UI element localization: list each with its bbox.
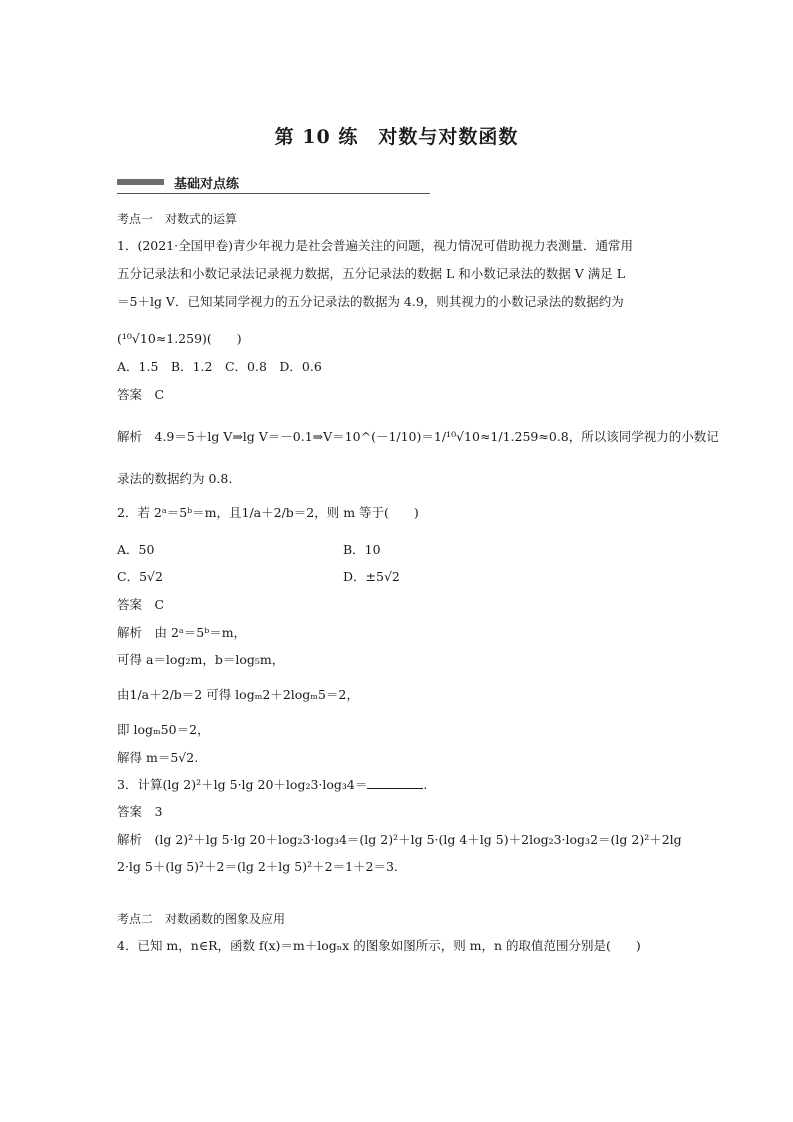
q1-line-1: 1．(2021·全国甲卷)青少年视力是社会普遍关注的问题，视力情况可借助视力表测量．通常用 xyxy=(117,238,633,253)
q1-analysis-2: 录法的数据约为 0.8. xyxy=(117,471,233,486)
q3-analysis-2: 2·lg 5＋(lg 5)²＋2＝(lg 2＋lg 5)²＋2＝1＋2＝3. xyxy=(117,859,398,874)
q1-line-4: (¹⁰√10≈1.259)( ) xyxy=(117,331,242,346)
q1-answer: 答案 C xyxy=(117,387,165,402)
q1-line-3: ＝5＋lg V．已知某同学视力的五分记录法的数据为 4.9，则其视力的小数记录法的数据约为 xyxy=(117,294,624,309)
q2-answer: 答案 C xyxy=(117,597,165,612)
page-title: 第 10 练 对数与对数函数 xyxy=(274,126,519,148)
q3-analysis-1: 解析 (lg 2)²＋lg 5·lg 20＋log₂3·log₃4＝(lg 2)²＋lg 5·(lg 4＋lg 5)＋2log₂3·log₃2＝(lg 2)²＋2lg xyxy=(117,832,682,847)
q2-analysis-1: 解析 由 2ᵃ＝5ᵇ＝m， xyxy=(117,625,247,640)
q1-analysis-1: 解析 4.9＝5＋lg V⇒lg V＝－0.1⇒V＝10^(－1/10)＝1/¹⁰√10≈1/1.259≈0.8，所以该同学视力的小数记 xyxy=(117,429,719,444)
q3-stem xyxy=(117,776,427,794)
q1-options: A．1.5 B．1.2 C．0.8 D．0.6 xyxy=(117,359,322,374)
q2-analysis-5: 解得 m＝5√2. xyxy=(117,750,199,765)
q3-stem-end: . xyxy=(423,777,428,792)
q1-line-2: 五分记录法和小数记录法记录视力数据，五分记录法的数据 L 和小数记录法的数据 V 满足 L xyxy=(117,266,625,281)
q2-option-d: D．±5√2 xyxy=(343,569,400,584)
topic-heading-2: 考点二 对数函数的图象及应用 xyxy=(117,912,286,926)
q2-option-a: A．50 xyxy=(117,542,155,557)
section-banner xyxy=(117,173,430,194)
q2-option-c: C．5√2 xyxy=(117,569,163,584)
q3-answer-blank xyxy=(367,776,423,789)
q2-option-b: B．10 xyxy=(343,542,381,557)
q2-analysis-2: 可得 a＝log₂m，b＝log₅m， xyxy=(117,652,285,667)
q2-analysis-3: 由1/a＋2/b＝2 可得 logₘ2＋2logₘ5＝2， xyxy=(117,687,359,702)
section-label: 基础对点练 xyxy=(174,177,240,192)
q2-analysis-4: 即 logₘ50＝2， xyxy=(117,722,210,737)
q3-answer: 答案 3 xyxy=(117,804,163,819)
q3-stem-text: 3．计算(lg 2)²＋lg 5·lg 20＋log₂3·log₃4＝ xyxy=(117,777,368,792)
q4-stem: 4．已知 m，n∈R，函数 f(x)＝m＋logₙx 的图象如图所示，则 m，n 的取值范围分别是( ) xyxy=(117,938,641,953)
topic-heading-1: 考点一 对数式的运算 xyxy=(117,212,238,226)
q2-stem: 2．若 2ᵃ＝5ᵇ＝m，且1/a＋2/b＝2，则 m 等于( ) xyxy=(117,505,419,520)
section-bar-decoration xyxy=(117,179,164,185)
